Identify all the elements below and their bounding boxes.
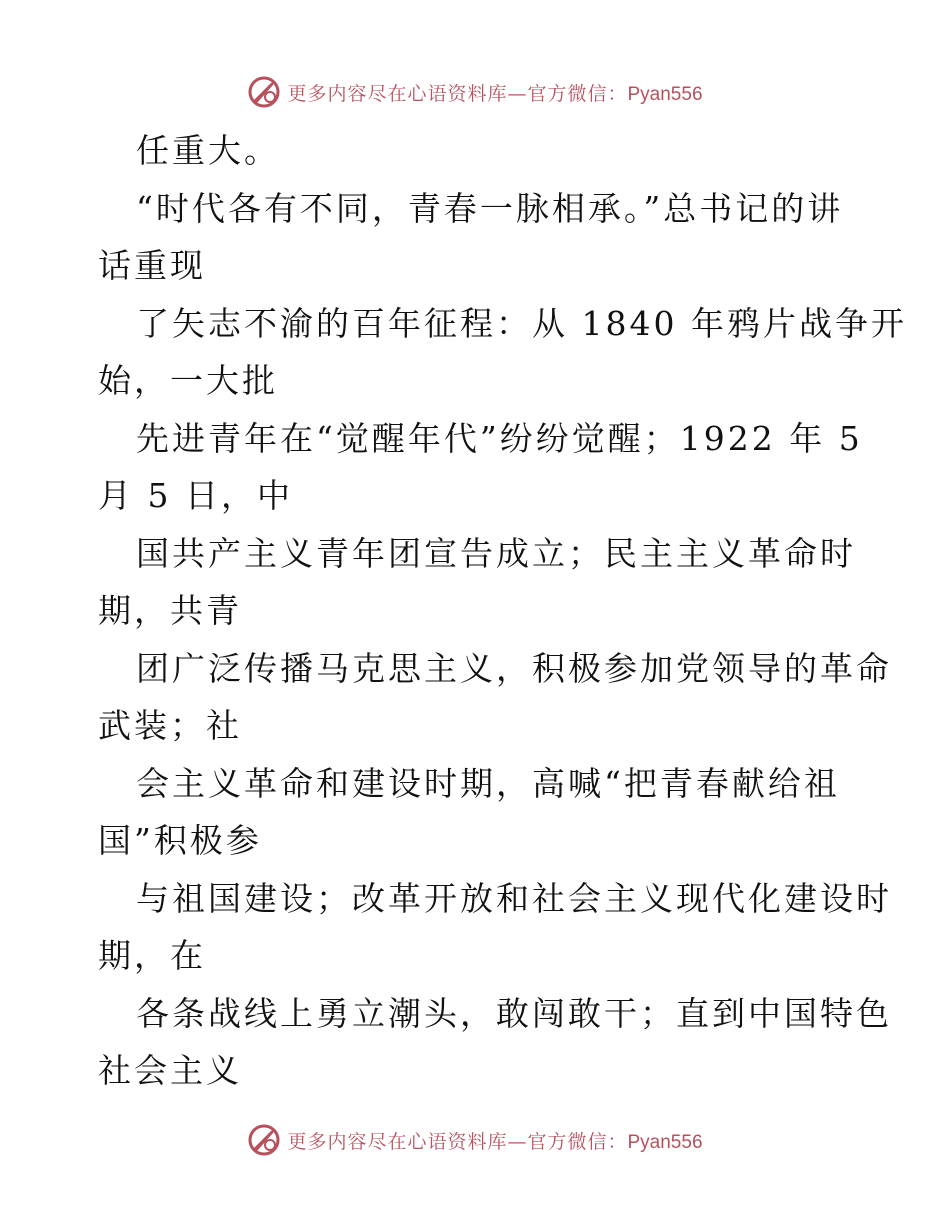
- text-line: 与祖国建设；改革开放和社会主义现代化建设时: [136, 878, 892, 918]
- text-line: 武装；社: [98, 706, 242, 745]
- quill-pen-logo-icon: [247, 1123, 281, 1157]
- text-line: 期，共青: [98, 591, 242, 630]
- text-line: 了矢志不渝的百年征程：从 1840 年鸦片战争开: [136, 303, 907, 343]
- quill-pen-logo-icon: [247, 75, 281, 109]
- text-line: 任重大。: [136, 131, 280, 170]
- footer-banner: [0, 1118, 950, 1162]
- text-line: 月 5 日，中: [98, 476, 293, 515]
- text-line: 始，一大批: [98, 361, 278, 400]
- wechat-id: Pyan556: [627, 1131, 703, 1153]
- text-line: 团广泛传播马克思主义，积极参加党领导的革命: [136, 648, 892, 688]
- body-paragraph: [98, 122, 907, 1100]
- header-banner-text: 更多内容尽在心语资料库—官方微信：Pyan556: [287, 82, 703, 105]
- text-line: 国共产主义青年团宣告成立；民主主义革命时: [136, 533, 856, 573]
- header-banner: [0, 70, 950, 114]
- footer-banner-text: 更多内容尽在心语资料库—官方微信：Pyan556: [287, 1130, 703, 1153]
- wechat-id: Pyan556: [627, 83, 703, 105]
- text-line: 社会主义: [98, 1051, 242, 1090]
- text-line: “时代各有不同，青春一脉相承。”总书记的讲: [136, 188, 844, 228]
- text-line: 各条战线上勇立潮头，敢闯敢干；直到中国特色: [136, 993, 892, 1033]
- text-line: 会主义革命和建设时期，高喊“把青春献给祖: [136, 763, 840, 803]
- text-line: 期，在: [98, 936, 206, 975]
- text-line: 话重现: [98, 246, 206, 285]
- text-line: 先进青年在“觉醒年代”纷纷觉醒；1922 年 5: [136, 418, 863, 458]
- text-line: 国”积极参: [98, 821, 262, 860]
